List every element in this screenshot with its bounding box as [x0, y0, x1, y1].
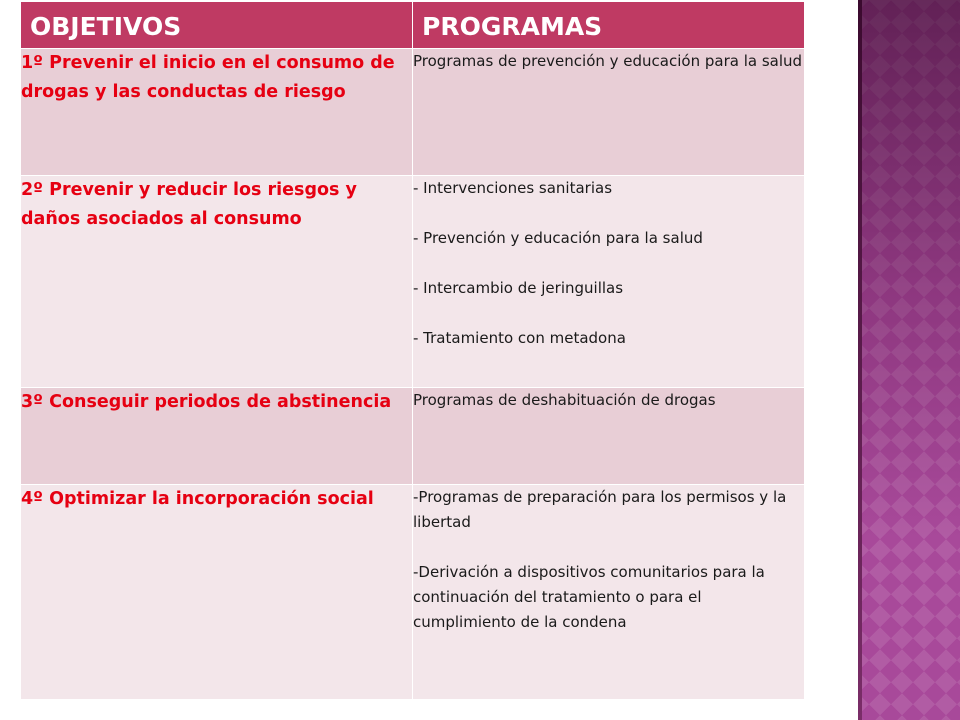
- program-item: - Tratamiento con metadona: [413, 329, 626, 347]
- program-item: -Programas de preparación para los permisos y la libertad: [413, 488, 787, 531]
- objective-cell: 1º Prevenir el inicio en el consumo de drogas y las conductas de riesgo: [21, 49, 413, 176]
- objective-cell: 4º Optimizar la incorporación social: [21, 485, 413, 700]
- program-item: - Intercambio de jeringuillas: [413, 279, 624, 297]
- header-programas: PROGRAMAS: [413, 2, 805, 49]
- program-item: -Derivación a dispositivos comunitarios para la continuación del tratamiento o para el cumplimiento de la condena: [413, 563, 765, 631]
- programs-cell: [413, 388, 805, 485]
- objectives-programs-table: [20, 1, 805, 700]
- program-item: - Prevención y educación para la salud: [413, 229, 703, 247]
- table-header-row: [21, 2, 805, 49]
- table-row: [21, 49, 805, 176]
- table-row: [21, 388, 805, 485]
- program-item: Programas de prevención y educación para la salud: [413, 52, 803, 70]
- side-band-edge: [858, 0, 862, 720]
- program-item: - Intervenciones sanitarias: [413, 179, 613, 197]
- header-objetivos: OBJETIVOS: [21, 2, 413, 49]
- table-row: [21, 485, 805, 700]
- programs-cell: [413, 49, 805, 176]
- programs-cell: [413, 176, 805, 388]
- program-item: Programas de deshabituación de drogas: [413, 391, 716, 409]
- programs-cell: [413, 485, 805, 700]
- table-row: [21, 176, 805, 388]
- objective-cell: 3º Conseguir periodos de abstinencia: [21, 388, 413, 485]
- objective-cell: 2º Prevenir y reducir los riesgos y daños asociados al consumo: [21, 176, 413, 388]
- decorative-side-band: [858, 0, 960, 720]
